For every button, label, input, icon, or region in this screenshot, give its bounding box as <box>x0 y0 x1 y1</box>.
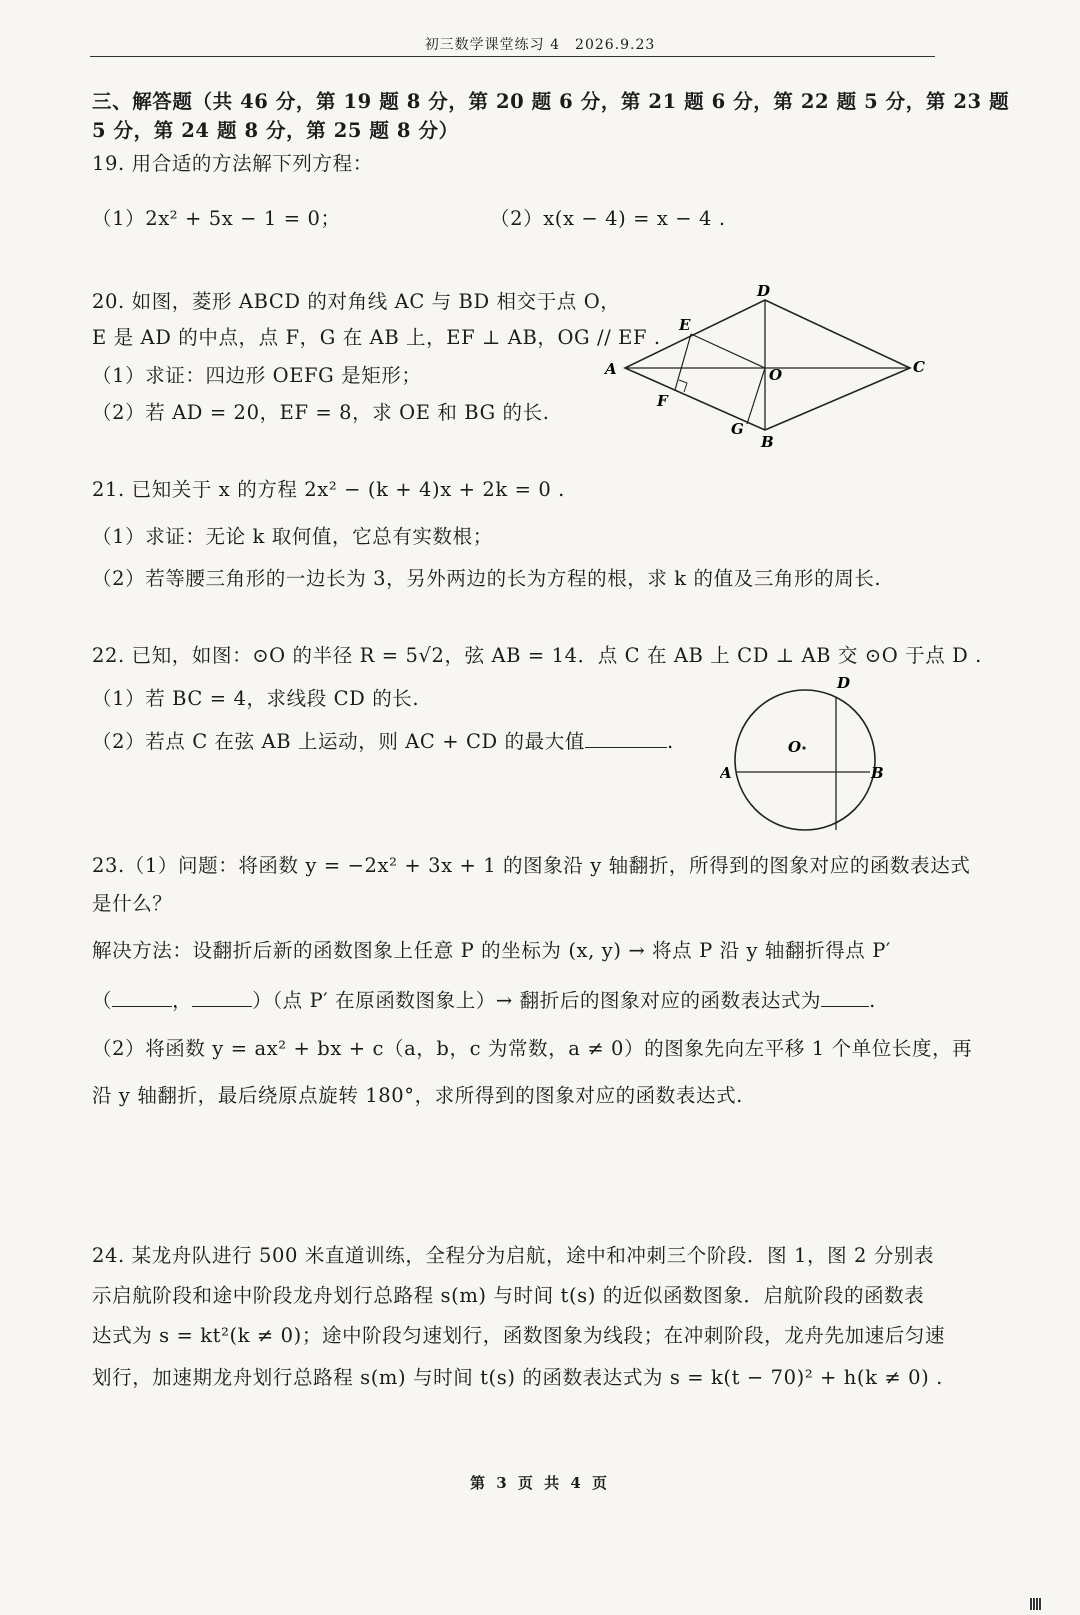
q23-blank-expression[interactable] <box>821 990 869 1007</box>
q21-stem: 21. 已知关于 x 的方程 2x² − (k + 4)x + 2k = 0 . <box>92 478 565 501</box>
label-a: A <box>720 764 732 782</box>
label-g: G <box>731 420 744 438</box>
q23-blank-x[interactable] <box>112 990 172 1007</box>
q22-stem: 22. 已知，如图：⊙O 的半径 R = 5√2，弦 AB = 14．点 C 在 AB 上 CD ⊥ AB 交 ⊙O 于点 D . <box>92 644 982 667</box>
q24-line3: 达式为 s = kt²(k ≠ 0)；途中阶段匀速划行，函数图象为线段；在冲刺阶段，龙舟先加速后匀速 <box>92 1324 946 1347</box>
q20-part1: （1）求证：四边形 OEFG 是矩形； <box>92 364 422 387</box>
q19-part1: （1）2x² + 5x − 1 = 0； <box>92 207 341 230</box>
qr-code-icon <box>1030 1598 1042 1610</box>
segment-eo <box>691 334 765 368</box>
q21-part1: （1）求证：无论 k 取何值，它总有实数根； <box>92 525 493 548</box>
q23-line4 <box>92 985 876 1013</box>
q20-line2: E 是 AD 的中点，点 F，G 在 AB 上，EF ⊥ AB，OG // EF . <box>92 326 661 349</box>
section-title-line2: 5 分，第 24 题 8 分，第 25 题 8 分） <box>92 119 459 142</box>
q24-line2: 示启航阶段和途中阶段龙舟划行总路程 s(m) 与时间 t(s) 的近似函数图象．启航阶段的函数表 <box>92 1284 925 1307</box>
circle-diagram <box>720 672 910 842</box>
q23-line2: 是什么？ <box>92 892 173 915</box>
label-a: A <box>605 360 617 378</box>
q22-answer-blank[interactable] <box>585 731 667 748</box>
section-title-line1: 三、解答题（共 46 分，第 19 题 8 分，第 20 题 6 分，第 21 题 6 分，第 22 题 5 分，第 23 题 <box>92 90 1010 113</box>
segment-og <box>747 368 765 424</box>
q23-line4-end: . <box>869 989 876 1012</box>
q19-stem: 19. 用合适的方法解下列方程： <box>92 152 373 175</box>
label-b: B <box>871 764 884 782</box>
label-d: D <box>757 282 771 300</box>
q21-part2: （2）若等腰三角形的一边长为 3，另外两边的长为方程的根，求 k 的值及三角形的周长. <box>92 567 882 590</box>
q22-part1: （1）若 BC = 4，求线段 CD 的长. <box>92 687 420 710</box>
label-d: D <box>837 674 851 692</box>
q23-line1: 23.（1）问题：将函数 y = −2x² + 3x + 1 的图象沿 y 轴翻折，所得到的图象对应的函数表达式 <box>92 854 971 877</box>
label-c: C <box>913 358 925 376</box>
q23-line6: 沿 y 轴翻折，最后绕原点旋转 180°，求所得到的图象对应的函数表达式. <box>92 1084 743 1107</box>
q24-line4: 划行，加速期龙舟划行总路程 s(m) 与时间 t(s) 的函数表达式为 s = k(t − 70)² + h(k ≠ 0) . <box>92 1366 943 1389</box>
q23-line5: （2）将函数 y = ax² + bx + c（a，b，c 为常数，a ≠ 0）的图象先向左平移 1 个单位长度，再 <box>92 1037 973 1060</box>
header-rule <box>90 56 935 57</box>
page-header: 初三数学课堂练习 4 2026.9.23 <box>424 37 656 53</box>
q19-part2: （2）x(x − 4) = x − 4 . <box>490 207 726 230</box>
q22-part2-text: （2）若点 C 在弦 AB 上运动，则 AC + CD 的最大值 <box>92 730 585 753</box>
page-footer: 第 3 页 共 4 页 <box>470 1474 610 1492</box>
label-e: E <box>679 316 691 334</box>
right-angle-mark <box>679 380 687 392</box>
q23-paren-open: （ <box>92 989 113 1012</box>
q20-part2: （2）若 AD = 20，EF = 8，求 OE 和 BG 的长. <box>92 401 550 424</box>
rhombus-outline <box>625 300 910 430</box>
q23-line3: 解决方法：设翻折后新的函数图象上任意 P 的坐标为 (x, y) → 将点 P 沿 y 轴翻折得点 P′ <box>92 939 891 962</box>
q22-part2-end: . <box>666 730 674 753</box>
q23-line4-text: ）（点 P′ 在原函数图象上）→ 翻折后的图象对应的函数表达式为 <box>252 989 822 1012</box>
label-o: O <box>769 366 783 384</box>
label-f: F <box>657 392 668 410</box>
label-o: O <box>788 738 802 756</box>
rhombus-diagram <box>595 282 935 452</box>
q23-blank-y[interactable] <box>192 990 252 1007</box>
label-b: B <box>761 433 774 451</box>
q23-comma: ， <box>172 989 193 1012</box>
circle-o <box>735 690 875 830</box>
q24-line1: 24. 某龙舟队进行 500 米直道训练，全程分为启航，途中和冲刺三个阶段．图 1，图 2 分别表 <box>92 1244 935 1267</box>
q20-line1: 20. 如图，菱形 ABCD 的对角线 AC 与 BD 相交于点 O， <box>92 290 621 313</box>
center-point <box>802 746 805 749</box>
q22-part2 <box>92 726 674 754</box>
